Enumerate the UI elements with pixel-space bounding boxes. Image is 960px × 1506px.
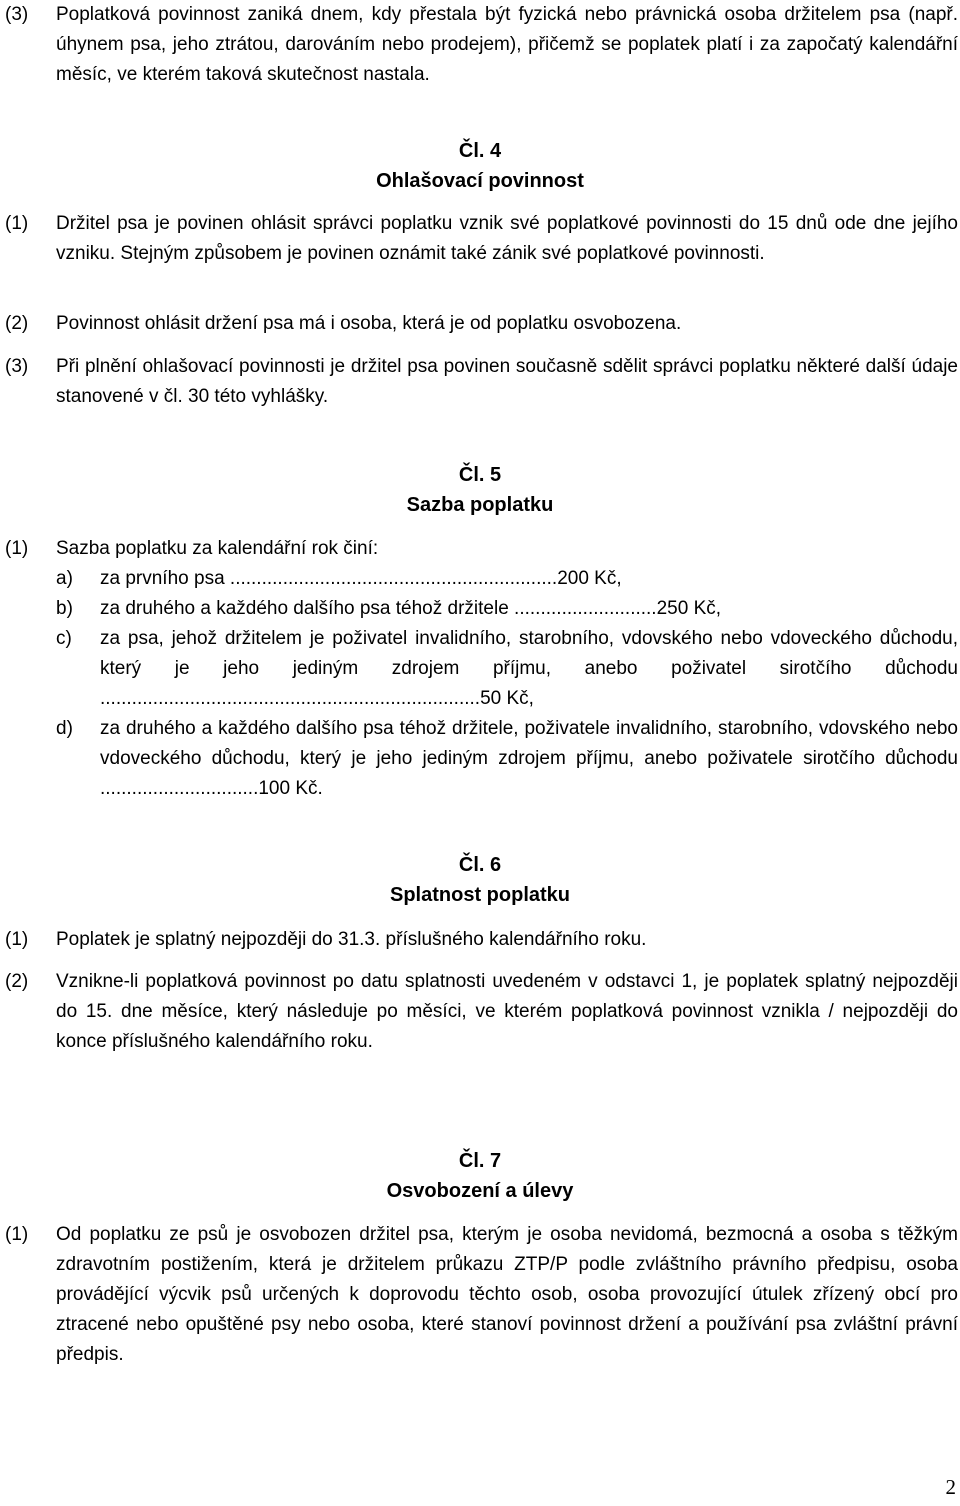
rate-item-c	[56, 624, 958, 714]
paragraph-number: (1)	[5, 929, 29, 950]
article-title: Ohlašovací povinnost	[376, 170, 584, 192]
article-4-paragraph-1	[0, 209, 960, 269]
article-number: Čl. 5	[458, 464, 502, 486]
item-letter: c)	[56, 628, 72, 649]
paragraph-number: (1)	[5, 538, 29, 559]
rate-item-b	[56, 594, 958, 624]
article-number: Čl. 7	[458, 1150, 502, 1172]
article-5-heading	[0, 460, 960, 520]
paragraph-text: Od poplatku ze psů je osvobozen držitel psa, kterým je osoba nevidomá, bezmocná a osoba s těžkým zdravotním postižením, která je držitelem průkazu ZTP/P podle zvláštního právního předpisu, osoba provádějící výcvik psů určených k doprovodu těchto osob, osoba provozující útulek zřízený obcí pro ztracené nebo opuštěné psy nebo osoba, které stanoví povinnost držení a používání psa zvláštní právní předpis.	[56, 1224, 958, 1365]
article-6-paragraph-2	[0, 967, 960, 1057]
paragraph-text: Vznikne-li poplatková povinnost po datu splatnosti uvedeném v odstavci 1, je poplatek splatný nejpozději do 15. dne měsíce, který následuje po měsíci, ve kterém poplatková povinnost vznikla / nejpozději do konce příslušného kalendářního roku.	[56, 971, 958, 1052]
paragraph-text: Držitel psa je povinen ohlásit správci poplatku vznik své poplatkové povinnosti do 15 dnů ode dne jejího vzniku. Stejným způsobem je povinen oznámit také zánik své poplatkové povinnosti.	[56, 213, 958, 264]
article-4-paragraph-2	[0, 309, 960, 339]
article-7-heading	[0, 1146, 960, 1206]
paragraph-number: (2)	[5, 971, 29, 992]
paragraph-text: Poplatek je splatný nejpozději do 31.3. příslušného kalendářního roku.	[56, 929, 647, 950]
rate-item-a	[56, 564, 958, 594]
page-number: 2	[945, 1475, 956, 1499]
paragraph-number: (3)	[5, 356, 29, 377]
article-6-paragraph-1	[0, 925, 960, 955]
paragraph-text: Poplatková povinnost zaniká dnem, kdy přestala být fyzická nebo právnická osoba držitelem psa (např. úhynem psa, jeho ztrátou, darováním nebo prodejem), přičemž se poplatek platí i za započatý kalendářní měsíc, ve kterém taková skutečnost nastala.	[56, 4, 958, 85]
item-letter: d)	[56, 718, 73, 739]
article-4-paragraph-3	[0, 352, 960, 412]
paragraph-text: Sazba poplatku za kalendářní rok činí:	[56, 538, 379, 559]
paragraph-text: Povinnost ohlásit držení psa má i osoba, která je od poplatku osvobozena.	[56, 313, 682, 334]
article-number: Čl. 6	[458, 854, 502, 876]
item-text: za psa, jehož držitelem je poživatel invalidního, starobního, vdovského nebo vdoveckého důchodu, který je jeho jediným zdrojem příjmu, anebo poživatel sirotčího důchodu ........................................................................50 Kč,	[100, 628, 958, 709]
article-5-paragraph-1	[0, 534, 960, 564]
paragraph-text: Při plnění ohlašovací povinnosti je držitel psa povinen současně sdělit správci poplatku některé další údaje stanovené v čl. 30 této vyhlášky.	[56, 356, 958, 407]
paragraph-number: (1)	[5, 1224, 29, 1245]
paragraph-number: (2)	[5, 313, 29, 334]
article-7-paragraph-1	[0, 1220, 960, 1370]
article-4-heading	[0, 136, 960, 196]
article-6-heading	[0, 850, 960, 910]
item-text: za druhého a každého dalšího psa téhož držitele, poživatele invalidního, starobního, vdovského nebo vdoveckého důchodu, který je jeho jediným zdrojem příjmu, anebo poživatele sirotčího důchodu ..............................100 Kč.	[100, 718, 958, 799]
article-number: Čl. 4	[458, 140, 502, 162]
item-text: za prvního psa ..............................................................200 Kč,	[100, 568, 622, 589]
paragraph-3-top	[0, 0, 960, 90]
rate-item-d	[56, 714, 958, 804]
paragraph-number: (3)	[5, 4, 29, 25]
article-title: Splatnost poplatku	[390, 884, 570, 906]
item-text: za druhého a každého dalšího psa téhož držitele ...........................250 Kč,	[100, 598, 722, 619]
article-title: Sazba poplatku	[406, 494, 554, 516]
paragraph-number: (1)	[5, 213, 29, 234]
article-title: Osvobození a úlevy	[386, 1180, 574, 1202]
item-letter: b)	[56, 598, 73, 619]
item-letter: a)	[56, 568, 73, 589]
